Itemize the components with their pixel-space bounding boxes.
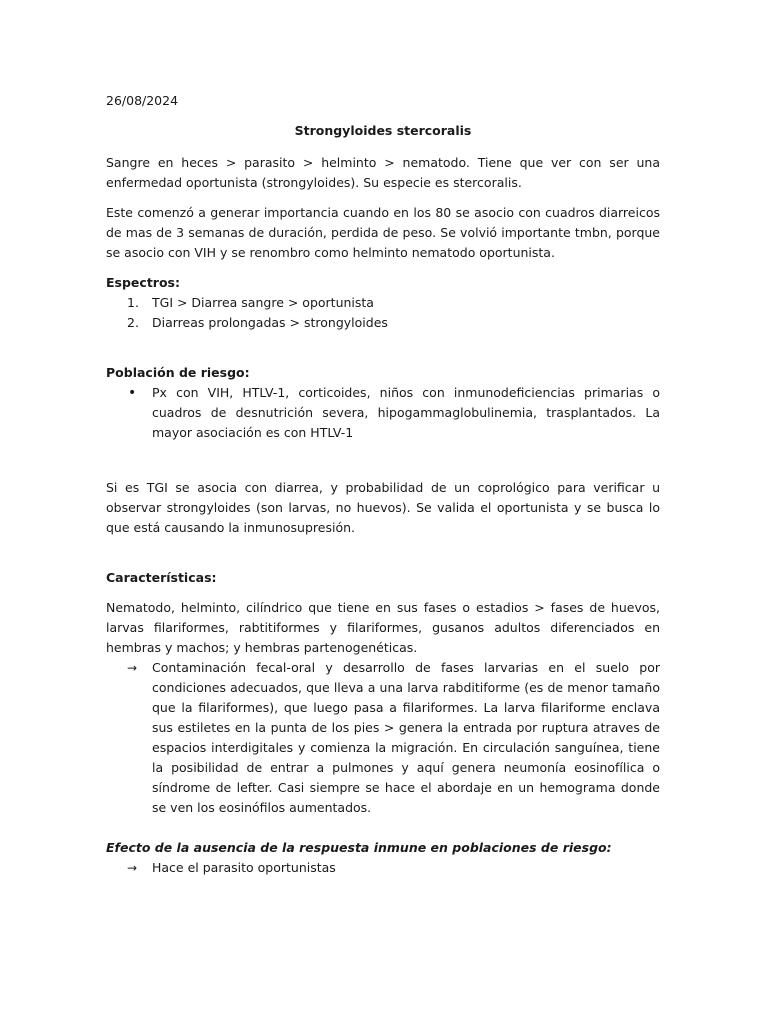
list-item-text: Diarreas prolongadas > strongyloides — [152, 315, 388, 330]
list-item — [106, 313, 660, 333]
arrow-right-icon: → — [127, 661, 138, 675]
list-item-text: Contaminación fecal-oral y desarrollo de fases larvarias en el suelo por condiciones adecuados, que lleva a una larva rabditiforme (es de menor tamaño que la filariformes), que luego pasa a filariformes. La larva filariforme enclava sus estiletes en la punta de los pies > genera la entrada por ruptura atraves de espacios interdigitales y comienza la migración. En circulación sanguínea, tiene la posibilidad de entrar a pulmones y aquí genera neumonía eosinofílica o síndrome de lefter. Casi siempre se hace el abordaje en un hemograma donde se ven los eosinófilos aumentados. — [152, 660, 660, 815]
espectros-list — [106, 293, 660, 333]
poblacion-heading: Población de riesgo: — [106, 365, 250, 380]
document-title: Strongyloides stercoralis — [294, 123, 472, 138]
efecto-heading: Efecto de la ausencia de la respuesta inmune en poblaciones de riesgo: — [106, 840, 612, 855]
espectros-heading: Espectros: — [106, 275, 180, 290]
poblacion-list — [106, 383, 660, 443]
caracteristicas-paragraph: Nematodo, helminto, cilíndrico que tiene en sus fases o estadios > fases de huevos, larvas filariformes, rabtitiformes y filariformes, gusanos adultos diferenciados en hembras y machos; y hembras partenogenéticas. — [106, 600, 660, 655]
intro-paragraph-1: Sangre en heces > parasito > helminto > nematodo. Tiene que ver con ser una enfermedad oportunista (strongyloides). Su especie es stercoralis. — [106, 155, 660, 190]
document-date: 26/08/2024 — [106, 93, 179, 108]
caracteristicas-heading: Características: — [106, 570, 217, 585]
list-item-text: Hace el parasito oportunistas — [152, 860, 336, 875]
list-item-text: Px con VIH, HTLV-1, corticoides, niños con inmunodeficiencias primarias o cuadros de desnutrición severa, hipogammaglobulinemia, trasplantados. La mayor asociación es con HTLV-1 — [152, 385, 660, 440]
caracteristicas-list — [106, 658, 660, 818]
document-page — [106, 88, 660, 878]
list-item — [106, 383, 660, 443]
list-item-text: TGI > Diarrea sangre > oportunista — [152, 295, 374, 310]
list-item — [106, 293, 660, 313]
list-item — [106, 858, 660, 878]
list-number: 2. — [127, 315, 139, 330]
efecto-list — [106, 858, 660, 878]
arrow-right-icon: → — [127, 861, 138, 875]
bullet-icon: • — [128, 385, 137, 401]
intro-paragraph-2: Este comenzó a generar importancia cuando en los 80 se asocio con cuadros diarreicos de mas de 3 semanas de duración, perdida de peso. Se volvió importante tmbn, porque se asocio con VIH y se renombro como helminto nematodo oportunista. — [106, 205, 660, 260]
tgi-paragraph: Si es TGI se asocia con diarrea, y probabilidad de un coprológico para verificar u observar strongyloides (son larvas, no huevos). Se valida el oportunista y se busca lo que está causando la inmunosupresión. — [106, 480, 660, 535]
list-number: 1. — [127, 295, 139, 310]
list-item — [106, 658, 660, 818]
